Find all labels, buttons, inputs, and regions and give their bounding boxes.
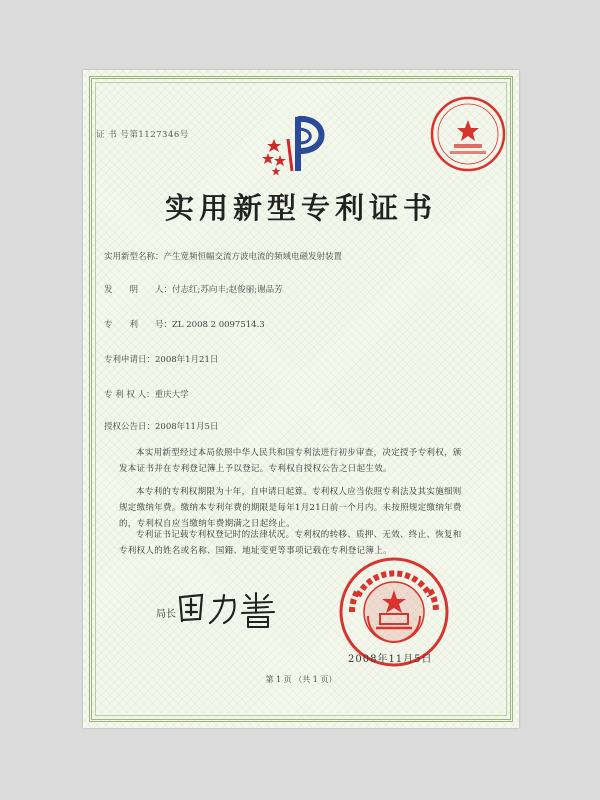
patent-seal-icon [428, 94, 508, 174]
field-value: 付志红;苏向丰;赵俊丽;谢品芳 [172, 285, 283, 295]
field-application-date [104, 353, 218, 365]
field-value: 2008年1月21日 [155, 355, 219, 365]
field-patentee [104, 388, 189, 400]
field-label: 授权公告日： [104, 422, 156, 432]
paragraph-term: 本专利的专利权期限为十年，自申请日起算。专利权人应当依照专利法及其实施细则规定缴纳年费。缴纳本专利年费的期限是每年1月21日前一个月内。未按照规定缴纳年费的，专利权自应当缴纳年费期满之日起终止。 [119, 487, 462, 529]
certificate-number: 证 书 号第1127346号 [96, 130, 189, 140]
page-number: 第 1 页 （共 1 页） [265, 675, 337, 684]
sign-date: 2008年11月5日 [348, 654, 433, 665]
field-value: 2008年11月5日 [155, 422, 219, 432]
field-value: 产生宽频恒幅交流方波电流的频域电磁发射装置 [163, 252, 343, 262]
paragraph-register: 专利证书记载专利权登记时的法律状况。专利权的转移、质押、无效、终止、恢复和专利权人的姓名或名称、国籍、地址变更等事项记载在专利登记簿上。 [119, 530, 462, 556]
field-utility-name [104, 250, 342, 262]
field-patent-number [104, 318, 265, 330]
field-label: 专 利 权 人： [104, 390, 155, 400]
field-value: 重庆大学 [154, 390, 189, 400]
field-label: 发 明 人： [104, 285, 173, 295]
paragraph-grant: 本实用新型经过本局依照中华人民共和国专利法进行初步审查，决定授予专利权，颁发本证书并在专利登记簿上予以登记。专利权自授权公告之日起生效。 [119, 448, 462, 474]
field-inventors [104, 283, 283, 295]
field-grant-date [104, 420, 218, 432]
signature-icon [176, 587, 286, 629]
patent-office-logo-icon [258, 109, 336, 181]
director-label: 局长 [156, 609, 176, 620]
field-value: ZL 2008 2 0097514.3 [172, 320, 265, 330]
certificate-title: 实用新型专利证书 [164, 191, 437, 225]
field-label: 实用新型名称： [104, 252, 164, 262]
certificate-paper [83, 70, 519, 728]
field-label: 专利申请日： [104, 355, 156, 365]
field-label: 专 利 号： [104, 320, 173, 330]
